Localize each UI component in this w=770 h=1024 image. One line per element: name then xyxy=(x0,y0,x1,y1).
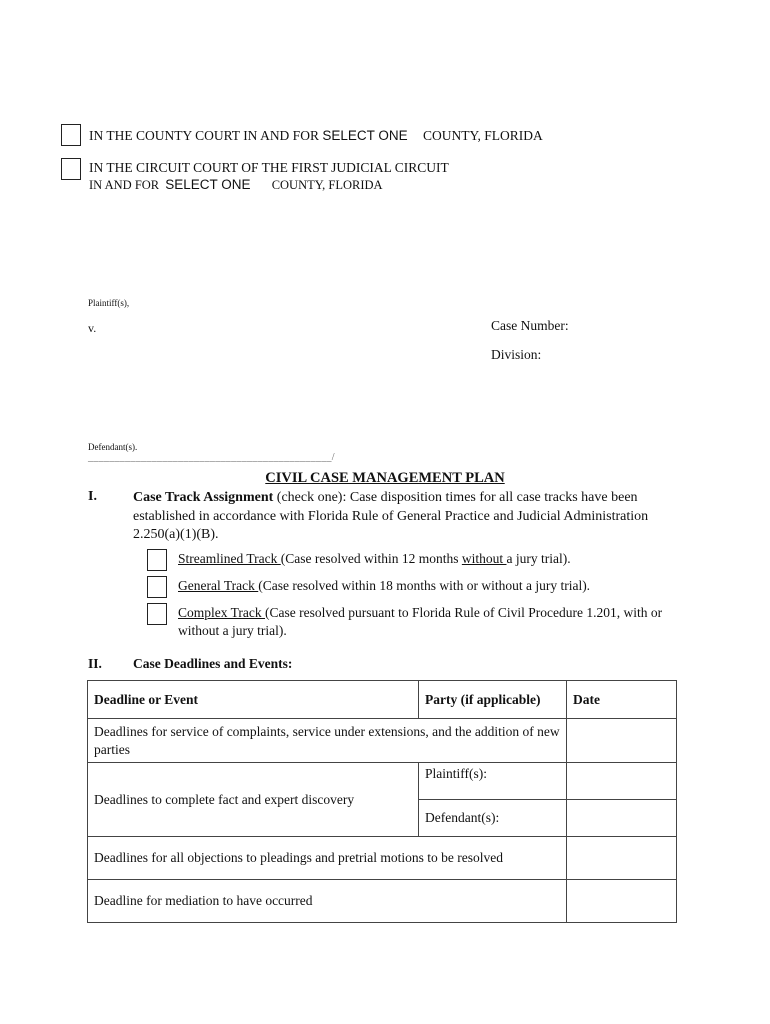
table-row xyxy=(88,763,677,800)
general-track-checkbox[interactable] xyxy=(147,576,167,598)
county-court-text: IN THE COUNTY COURT IN AND FOR xyxy=(89,128,319,143)
service-date-cell[interactable] xyxy=(567,719,677,763)
complex-track-desc: (Case resolved pursuant to Florida Rule of Civil Procedure 1.201, with or without a jury trial). xyxy=(178,605,663,638)
discovery-plaintiffs-date-cell[interactable] xyxy=(567,763,677,800)
defendants-label: Defendant(s). xyxy=(88,442,138,452)
streamlined-track-label: Streamlined Track xyxy=(178,551,281,566)
table-row xyxy=(88,880,677,923)
header-date: Date xyxy=(567,681,677,719)
in-and-for-text: IN AND FOR xyxy=(89,178,160,192)
complex-track-label: Complex Track xyxy=(178,605,266,620)
county-court-checkbox[interactable] xyxy=(61,124,81,146)
header-party: Party (if applicable) xyxy=(419,681,567,719)
service-deadline-cell: Deadlines for service of complaints, service under extensions, and the addition of new parties xyxy=(88,719,567,763)
mediation-deadline-cell: Deadline for mediation to have occurred xyxy=(88,880,567,923)
mediation-date-cell[interactable] xyxy=(567,880,677,923)
plaintiffs-label: Plaintiff(s), xyxy=(88,298,130,308)
table-row xyxy=(88,719,677,763)
section-1-intro xyxy=(133,489,693,545)
county-florida-2: COUNTY, FLORIDA xyxy=(271,178,383,192)
general-track-option xyxy=(178,578,590,594)
header-deadline-or-event: Deadline or Event xyxy=(88,681,419,719)
circuit-court-checkbox[interactable] xyxy=(61,158,81,180)
streamlined-track-desc-2: a jury trial). xyxy=(506,551,571,566)
streamlined-track-option xyxy=(178,551,571,567)
caption-rule: ______________________________________________/ xyxy=(88,452,335,463)
circuit-court-county-line xyxy=(89,177,383,193)
section-2-number: II. xyxy=(88,656,102,671)
county-select-one-2[interactable]: SELECT ONE xyxy=(165,177,251,192)
general-track-desc: (Case resolved within 18 months with or without a jury trial). xyxy=(258,578,591,593)
complex-track-checkbox[interactable] xyxy=(147,603,167,625)
county-select-one-1[interactable]: SELECT ONE xyxy=(322,128,408,143)
objections-date-cell[interactable] xyxy=(567,837,677,880)
page-title: CIVIL CASE MANAGEMENT PLAN xyxy=(265,470,505,486)
discovery-deadline-cell: Deadlines to complete fact and expert discovery xyxy=(88,763,419,837)
general-track-label: General Track xyxy=(178,578,259,593)
section-1-heading: Case Track Assignment xyxy=(133,490,274,505)
complex-track-option xyxy=(178,604,693,640)
streamlined-track-checkbox[interactable] xyxy=(147,549,167,571)
table-row xyxy=(88,837,677,880)
versus-label: v. xyxy=(88,321,97,335)
circuit-court-text: IN THE CIRCUIT COURT OF THE FIRST JUDICIAL CIRCUIT xyxy=(89,160,449,175)
county-florida-1: COUNTY, FLORIDA xyxy=(422,128,543,143)
discovery-defendants-date-cell[interactable] xyxy=(567,800,677,837)
section-1-intro-text: (check one): Case disposition times for all case tracks have been established in accordance with Florida Rule of General Practice and Judicial Administration 2.250(a)(1)(B). xyxy=(133,490,649,542)
county-court-heading xyxy=(89,128,543,144)
table-header-row xyxy=(88,681,677,719)
division-label: Division: xyxy=(491,347,542,362)
objections-deadline-cell: Deadlines for all objections to pleadings and pretrial motions to be resolved xyxy=(88,837,567,880)
section-2-heading: Case Deadlines and Events: xyxy=(133,656,293,671)
case-number-label: Case Number: xyxy=(491,318,569,333)
discovery-plaintiffs-cell: Plaintiff(s): xyxy=(419,763,567,800)
section-1-number: I. xyxy=(88,489,97,504)
streamlined-track-desc-1: (Case resolved within 12 months xyxy=(280,551,462,566)
streamlined-track-desc-without: without xyxy=(461,551,507,566)
deadlines-table xyxy=(87,680,677,923)
discovery-defendants-cell: Defendant(s): xyxy=(419,800,567,837)
